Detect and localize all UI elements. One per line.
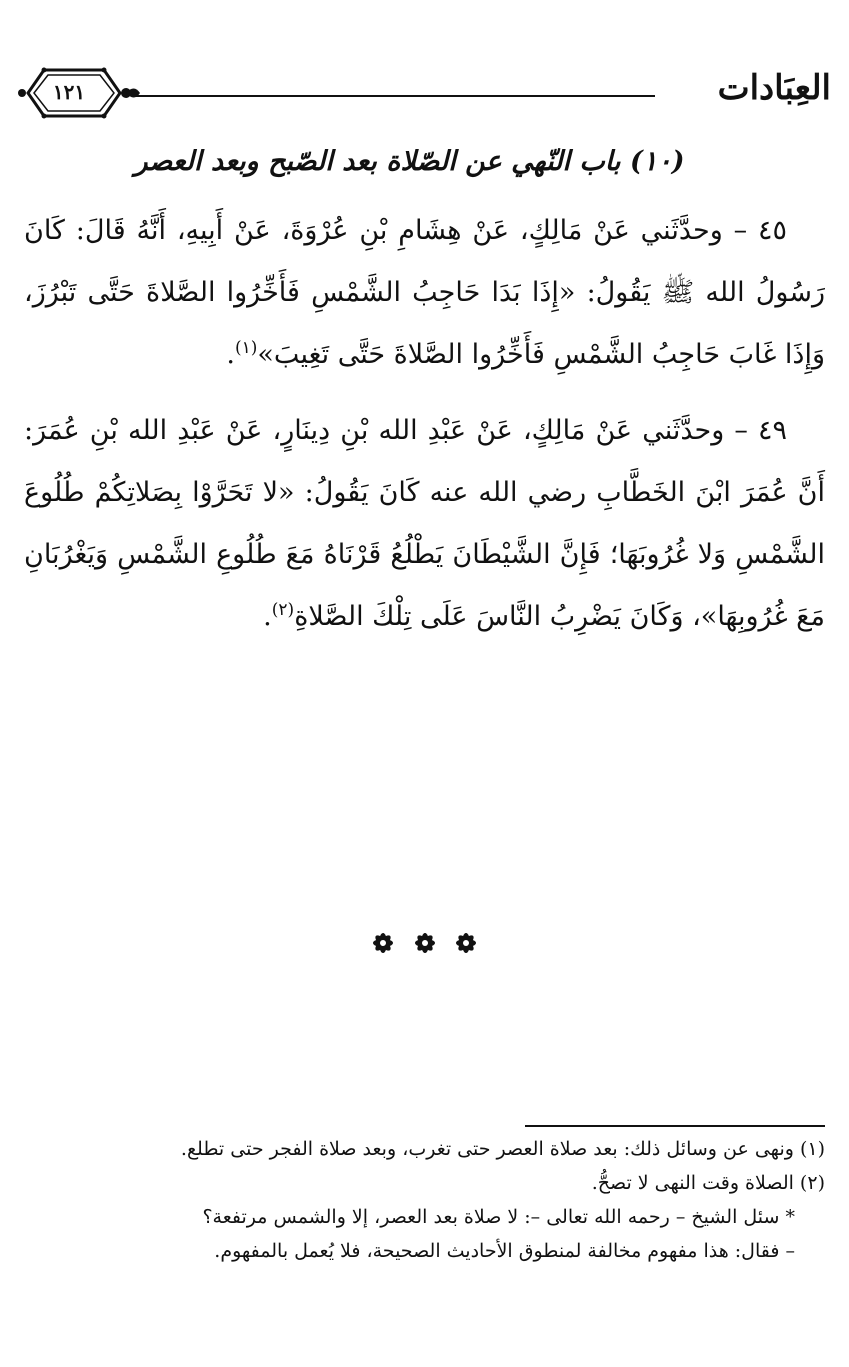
- footnote-ref-1: (١): [234, 338, 258, 358]
- flower-ornament-icon: [368, 928, 398, 958]
- flower-ornament-icon: [410, 928, 440, 958]
- section-divider: [0, 928, 849, 962]
- page-number: ١٢١: [52, 80, 86, 104]
- flower-ornament-icon: [451, 928, 481, 958]
- hadith-49-text: ٤٩ – وحدَّثَني عَنْ مَالِكٍ، عَنْ عَبْدِ الله بْنِ دِينَارٍ، عَنْ عَبْدِ الله بْنِ عُمَرَ: أَنَّ عُمَرَ ابْنَ الخَطَّابِ رضي الله عنه كَانَ يَقُولُ: «لا تَحَرَّوْا بِصَلاتِكُمْ طُلُوعَ الشَّمْسِ وَلا غُرُوبَهَا؛ فَإِنَّ الشَّيْطَانَ يَطْلُعُ قَرْنَاهُ مَعَ طُلُوعِ الشَّمْسِ وَيَغْرُبَانِ مَعَ غُرُوبِهَا»، وَكَانَ يَضْرِبُ النَّاسَ عَلَى تِلْكَ الصَّلاةِ: [24, 415, 825, 632]
- footnote-1: (١) ونهى عن وسائل ذلك: بعد صلاة العصر حتى تغرب، وبعد صلاة الفجر حتى تطلع.: [180, 1138, 825, 1160]
- footnote-question: * سئل الشيخ – رحمه الله تعالى –: لا صلاة بعد العصر، إلا والشمس مرتفعة؟: [202, 1206, 795, 1228]
- chapter-heading: (١٠) باب النّهي عن الصّلاة بعد الصّبح وبعد العصر: [134, 146, 685, 177]
- hadith-45-paragraph: ٤٥ – وحدَّثَني عَنْ مَالِكٍ، عَنْ هِشَامِ بْنِ عُرْوَةَ، عَنْ أَبِيهِ، أَنَّهُ قَالَ: كَانَ رَسُولُ الله ﷺ يَقُولُ: «إِذَا بَدَا حَاجِبُ الشَّمْسِ فَأَخِّرُوا الصَّلاةَ حَتَّى تَبْرُزَ، وَإِذَا غَابَ حَاجِبُ الشَّمْسِ فَأَخِّرُوا الصَّلاةَ حَتَّى تَغِيبَ»$^{(١)}$.: [24, 215, 825, 370]
- running-title: العِبَادات: [717, 68, 831, 108]
- footnote-rule: [525, 1125, 825, 1127]
- page-number-ornament: [14, 62, 142, 124]
- hadith-49-paragraph: ٤٩ – وحدَّثَني عَنْ مَالِكٍ، عَنْ عَبْدِ الله بْنِ دِينَارٍ، عَنْ عَبْدِ الله بْنِ عُمَرَ: أَنَّ عُمَرَ ابْنَ الخَطَّابِ رضي الله عنه كَانَ يَقُولُ: «لا تَحَرَّوْا بِصَلاتِكُمْ طُلُوعَ الشَّمْسِ وَلا غُرُوبَهَا؛ فَإِنَّ الشَّيْطَانَ يَطْلُعُ قَرْنَاهُ مَعَ طُلُوعِ الشَّمْسِ وَيَغْرُبَانِ مَعَ غُرُوبِهَا»، وَكَانَ يَضْرِبُ النَّاسَ عَلَى تِلْكَ الصَّلاةِ$^{(٢)}$.: [24, 415, 825, 632]
- footnote-answer: – فقال: هذا مفهوم مخالفة لمنطوق الأحاديث الصحيحة، فلا يُعمل بالمفهوم.: [214, 1240, 795, 1262]
- footnotes: [24, 1132, 825, 1268]
- footnote-2: (٢) الصلاة وقت النهى لا تصحُّ.: [591, 1172, 825, 1194]
- page-header: [14, 62, 831, 124]
- hadith-45-text: ٤٥ – وحدَّثَني عَنْ مَالِكٍ، عَنْ هِشَامِ بْنِ عُرْوَةَ، عَنْ أَبِيهِ، أَنَّهُ قَالَ: كَانَ رَسُولُ الله ﷺ يَقُولُ: «إِذَا بَدَا حَاجِبُ الشَّمْسِ فَأَخِّرُوا الصَّلاةَ حَتَّى تَبْرُزَ، وَإِذَا غَابَ حَاجِبُ الشَّمْسِ فَأَخِّرُوا الصَّلاةَ حَتَّى تَغِيبَ»: [24, 215, 825, 370]
- header-rule: [132, 95, 655, 97]
- footnote-ref-2: (٢): [271, 600, 295, 620]
